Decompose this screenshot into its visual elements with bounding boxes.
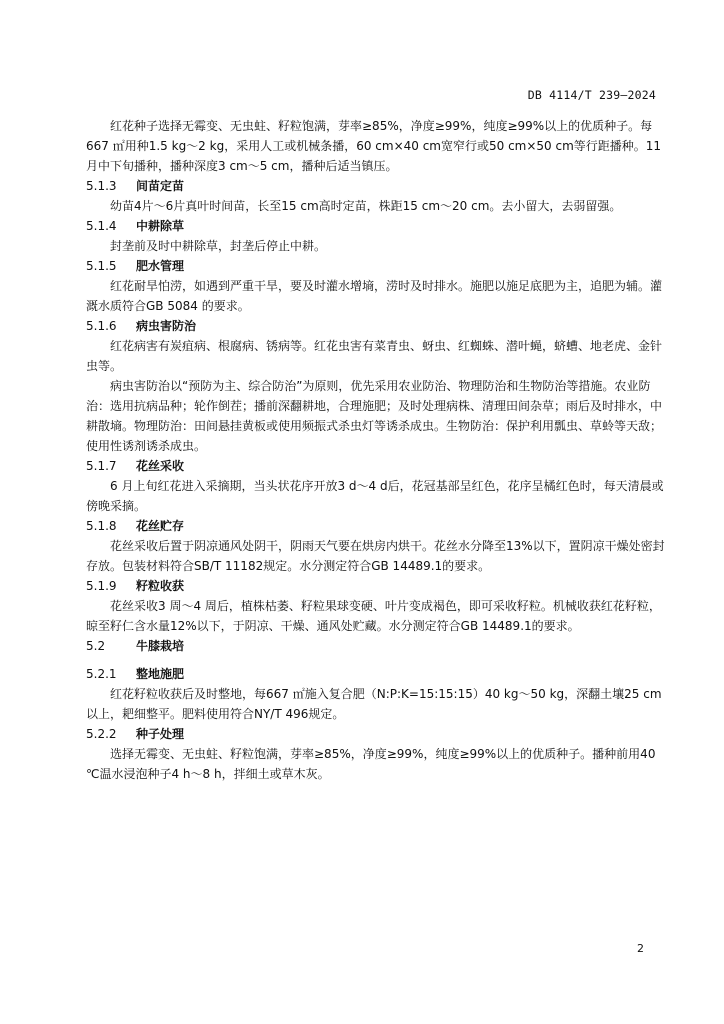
section-heading <box>86 664 666 684</box>
paragraph: 幼苗4片～6片真叶时间苗，长至15 cm高时定苗，株距15 cm～20 cm。去小留大，去弱留强。 <box>110 199 622 213</box>
section-number: 5.2.1 <box>86 667 117 681</box>
section-title: 中耕除草 <box>136 219 185 233</box>
section-number: 5.1.3 <box>86 179 117 193</box>
section-number: 5.1.8 <box>86 519 117 533</box>
paragraph: 红花病害有炭疽病、根腐病、锈病等。红花虫害有菜青虫、蚜虫、红蜘蛛、潜叶蝇，蛴螬、地老虎、金针虫等。 <box>86 339 663 373</box>
section-title: 花丝采收 <box>136 459 185 473</box>
standard-code: DB 4114/T 239—2024 <box>527 88 656 102</box>
section-number: 5.1.5 <box>86 259 117 273</box>
document-body <box>86 116 666 784</box>
section-title: 病虫害防治 <box>136 319 197 333</box>
paragraph: 选择无霉变、无虫蛀、籽粒饱满，芽率≥85%，净度≥99%，纯度≥99%以上的优质种子。播种前用40 ℃温水浸泡种子4 h～8 h，拌细土或草木灰。 <box>86 747 656 781</box>
section-title: 花丝贮存 <box>136 519 185 533</box>
section-number: 5.1.6 <box>86 319 117 333</box>
section-title: 牛膝栽培 <box>136 639 185 653</box>
section-heading <box>86 456 666 476</box>
section-heading <box>86 216 666 236</box>
section-heading <box>86 256 666 276</box>
section-title: 肥水管理 <box>136 259 185 273</box>
section-number: 5.1.7 <box>86 459 117 473</box>
section-heading <box>86 516 666 536</box>
section-heading <box>86 176 666 196</box>
paragraph: 红花籽粒收获后及时整地，每667 ㎡施入复合肥（N:P:K=15:15:15）40 kg～50 kg，深翻土壤25 cm以上，耙细整平。肥料使用符合NY/T 496规定。 <box>86 687 662 721</box>
paragraph: 红花种子选择无霉变、无虫蛀、籽粒饱满，芽率≥85%，净度≥99%，纯度≥99%以上的优质种子。每667 ㎡用种1.5 kg～2 kg，采用人工或机械条播，60 cm×40 cm宽窄行或50 cm×50 cm等行距播种。11月中下旬播种，播种深度3 cm～5 cm，播种后适当镇压。 <box>86 119 662 173</box>
paragraph: 红花耐旱怕涝，如遇到严重干旱，要及时灌水增墒，涝时及时排水。施肥以施足底肥为主，追肥为辅。灌溉水质符合GB 5084 的要求。 <box>86 279 663 313</box>
section-number: 5.2 <box>86 639 106 653</box>
paragraph: 6 月上旬红花进入采摘期，当头状花序开放3 d～4 d后，花冠基部呈红色，花序呈橘红色时，每天清晨或傍晚采摘。 <box>86 479 664 513</box>
section-heading <box>86 724 666 744</box>
paragraph: 花丝采收后置于阴凉通风处阴干，阴雨天气要在烘房内烘干。花丝水分降至13%以下，置阴凉干燥处密封存放。包装材料符合SB/T 11182规定。水分测定符合GB 14489.1的要求。 <box>86 539 665 573</box>
paragraph: 封垄前及时中耕除草，封垄后停止中耕。 <box>110 239 327 253</box>
paragraph: 病虫害防治以“预防为主、综合防治”为原则，优先采用农业防治、物理防治和生物防治等措施。农业防治：选用抗病品种；轮作倒茬；播前深翻耕地，合理施肥；及时处理病株、清理田间杂草；雨后及时排水，中耕散墒。物理防治：田间悬挂黄板或使用频振式杀虫灯等诱杀成虫。生物防治：保护利用瓢虫、草蛉等天敌；使用性诱剂诱杀成虫。 <box>86 379 663 453</box>
section-heading <box>86 576 666 596</box>
page-number: 2 <box>637 942 644 955</box>
section-number: 5.1.9 <box>86 579 117 593</box>
paragraph: 花丝采收3 周～4 周后，植株枯萎、籽粒果球变硬、叶片变成褐色，即可采收籽粒。机械收获红花籽粒，晾至籽仁含水量12%以下，于阴凉、干燥、通风处贮藏。水分测定符合GB 14489.1的要求。 <box>86 599 661 633</box>
section-heading <box>86 316 666 336</box>
section-heading <box>86 636 666 656</box>
section-number: 5.2.2 <box>86 727 117 741</box>
section-title: 整地施肥 <box>136 667 185 681</box>
section-number: 5.1.4 <box>86 219 117 233</box>
section-title: 籽粒收获 <box>136 579 185 593</box>
section-title: 种子处理 <box>136 727 185 741</box>
section-title: 间苗定苗 <box>136 179 185 193</box>
